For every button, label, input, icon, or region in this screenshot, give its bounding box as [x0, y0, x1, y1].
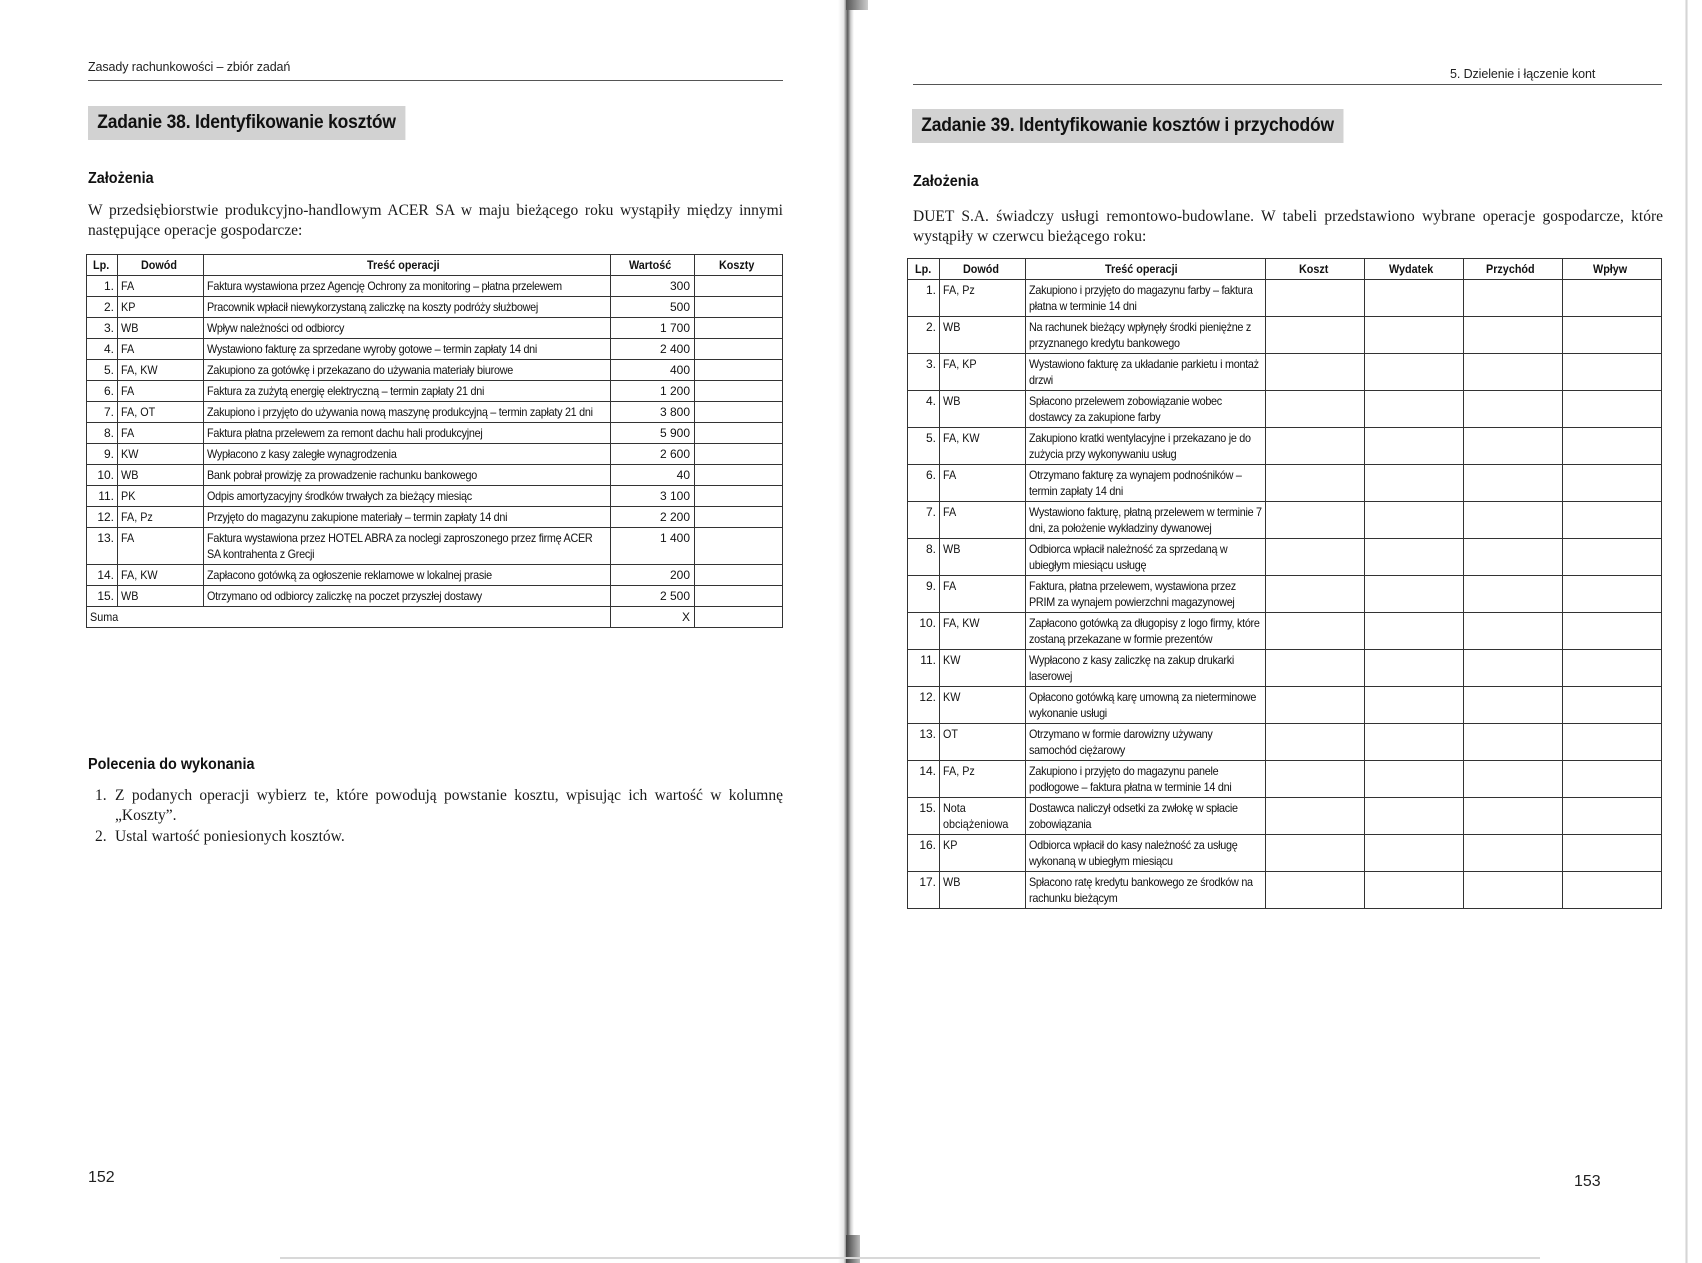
row-lp: 4.: [87, 339, 118, 360]
row-value: 300: [611, 276, 695, 297]
row-wydatek-cell[interactable]: [1365, 613, 1464, 650]
table-row: [87, 297, 783, 318]
row-lp: 11.: [87, 486, 118, 507]
row-wydatek-cell[interactable]: [1365, 354, 1464, 391]
col-header-tresc: Treść operacji: [1026, 259, 1266, 280]
row-koszt-cell[interactable]: [1266, 317, 1365, 354]
row-przychod-cell[interactable]: [1464, 428, 1563, 465]
tasks-heading: Polecenia do wykonania: [88, 756, 255, 773]
row-wplyw-cell[interactable]: [1563, 502, 1662, 539]
running-head-left: Zasady rachunkowości – zbiór zadań: [88, 60, 291, 74]
row-document: FA: [118, 339, 204, 360]
col-header-lp: Lp.: [908, 259, 940, 280]
row-lp: 2.: [908, 317, 940, 354]
assumptions-heading-left: Założenia: [88, 170, 154, 187]
table-row: [908, 354, 1662, 391]
row-lp: 8.: [908, 539, 940, 576]
row-cost-input-cell[interactable]: [695, 565, 783, 586]
row-document: WB: [118, 318, 204, 339]
task-title-38: Zadanie 38. Identyfikowanie kosztów: [88, 106, 405, 140]
assumptions-heading-right: Założenia: [913, 173, 979, 190]
row-description: Wystawiono fakturę, płatną przelewem w terminie 7 dni, za położenie wykładziny dywanowej: [1026, 502, 1266, 539]
row-wydatek-cell[interactable]: [1365, 798, 1464, 835]
row-value: 500: [611, 297, 695, 318]
row-value: 5 900: [611, 423, 695, 444]
row-wplyw-cell[interactable]: [1563, 317, 1662, 354]
row-description: Zapłacono gotówką za długopisy z logo firmy, które zostaną przekazane w formie prezentów: [1026, 613, 1266, 650]
row-document: KW: [118, 444, 204, 465]
col-header-koszt: Koszt: [1266, 259, 1365, 280]
row-koszt-cell[interactable]: [1266, 872, 1365, 909]
row-przychod-cell[interactable]: [1464, 687, 1563, 724]
row-przychod-cell[interactable]: [1464, 798, 1563, 835]
row-koszt-cell[interactable]: [1266, 391, 1365, 428]
table-row: [87, 276, 783, 297]
row-document: FA: [118, 423, 204, 444]
table-row: [87, 318, 783, 339]
row-wplyw-cell[interactable]: [1563, 539, 1662, 576]
row-cost-input-cell[interactable]: [695, 297, 783, 318]
row-wydatek-cell[interactable]: [1365, 872, 1464, 909]
task-title-39: Zadanie 39. Identyfikowanie kosztów i przychodów: [912, 109, 1343, 143]
table-row: [908, 613, 1662, 650]
row-przychod-cell[interactable]: [1464, 539, 1563, 576]
row-lp: 3.: [908, 354, 940, 391]
table-row: [87, 360, 783, 381]
row-wydatek-cell[interactable]: [1365, 761, 1464, 798]
row-lp: 9.: [87, 444, 118, 465]
row-description: Spłacono ratę kredytu bankowego ze środków na rachunku bieżącym: [1026, 872, 1266, 909]
row-wydatek-cell[interactable]: [1365, 650, 1464, 687]
row-cost-input-cell[interactable]: [695, 423, 783, 444]
row-description: Zapłacono gotówką za ogłoszenie reklamowe w lokalnej prasie: [204, 565, 611, 586]
intro-text-left: W przedsiębiorstwie produkcyjno-handlowym ACER SA w maju bieżącego roku wystąpiły między innymi następujące operacje gospodarcze:: [88, 202, 783, 239]
table-row: [908, 872, 1662, 909]
row-document: FA: [940, 465, 1026, 502]
header-rule-right: [913, 84, 1662, 85]
table-row: [908, 650, 1662, 687]
row-przychod-cell[interactable]: [1464, 576, 1563, 613]
row-cost-input-cell[interactable]: [695, 586, 783, 607]
col-header-przychod: Przychód: [1464, 259, 1563, 280]
right-page: [854, 0, 1702, 1263]
row-lp: 1.: [87, 276, 118, 297]
row-document: FA: [118, 381, 204, 402]
row-description: Otrzymano fakturę za wynajem podnośników – termin zapłaty 14 dni: [1026, 465, 1266, 502]
row-document: WB: [118, 586, 204, 607]
table-header-row: [87, 255, 783, 276]
table-row: [908, 280, 1662, 317]
row-przychod-cell[interactable]: [1464, 317, 1563, 354]
row-document: OT: [940, 724, 1026, 761]
row-value: 2 400: [611, 339, 695, 360]
table-row: [908, 539, 1662, 576]
row-value: 200: [611, 565, 695, 586]
row-przychod-cell[interactable]: [1464, 650, 1563, 687]
row-document: WB: [940, 317, 1026, 354]
row-lp: 7.: [87, 402, 118, 423]
table-row: [87, 507, 783, 528]
row-description: Opłacono gotówką karę umowną za nieterminowe wykonanie usługi: [1026, 687, 1266, 724]
row-description: Wypłacono z kasy zaliczkę na zakup drukarki laserowej: [1026, 650, 1266, 687]
row-lp: 2.: [87, 297, 118, 318]
row-description: Odpis amortyzacyjny środków trwałych za bieżący miesiąc: [204, 486, 611, 507]
table-row: [908, 391, 1662, 428]
row-wplyw-cell[interactable]: [1563, 613, 1662, 650]
operations-table-39: [907, 258, 1662, 909]
task-number: 2.: [95, 828, 107, 845]
row-document: FA, Pz: [118, 507, 204, 528]
row-document: KP: [940, 835, 1026, 872]
row-przychod-cell[interactable]: [1464, 613, 1563, 650]
col-header-lp: Lp.: [87, 255, 118, 276]
table-row: [87, 528, 783, 565]
row-value: 400: [611, 360, 695, 381]
row-przychod-cell[interactable]: [1464, 465, 1563, 502]
task-item-2: [95, 827, 783, 847]
row-value: 1 700: [611, 318, 695, 339]
sum-cost-cell[interactable]: [695, 607, 783, 628]
row-wplyw-cell[interactable]: [1563, 650, 1662, 687]
row-koszt-cell[interactable]: [1266, 687, 1365, 724]
table-row: [87, 465, 783, 486]
row-description: Faktura płatna przelewem za remont dachu hali produkcyjnej: [204, 423, 611, 444]
row-wplyw-cell[interactable]: [1563, 798, 1662, 835]
page-number-right: 153: [1574, 1173, 1601, 1190]
row-koszt-cell[interactable]: [1266, 465, 1365, 502]
row-document: PK: [118, 486, 204, 507]
col-header-koszty: Koszty: [695, 255, 783, 276]
row-description: Wystawiono fakturę za układanie parkietu i montaż drzwi: [1026, 354, 1266, 391]
row-document: KW: [940, 687, 1026, 724]
table-row: [908, 798, 1662, 835]
running-head-right: 5. Dzielenie i łączenie kont: [1450, 67, 1596, 81]
header-rule-left: [88, 80, 783, 81]
table-row: [87, 565, 783, 586]
row-wplyw-cell[interactable]: [1563, 391, 1662, 428]
row-value: 2 600: [611, 444, 695, 465]
row-document: FA: [118, 276, 204, 297]
row-document: FA: [118, 528, 204, 565]
row-description: Zakupiono i przyjęto do używania nową maszynę produkcyjną – termin zapłaty 21 dni: [204, 402, 611, 423]
row-lp: 6.: [87, 381, 118, 402]
row-document: Nota obciążeniowa: [940, 798, 1026, 835]
row-lp: 13.: [87, 528, 118, 565]
row-wydatek-cell[interactable]: [1365, 502, 1464, 539]
row-lp: 1.: [908, 280, 940, 317]
table-row: [908, 724, 1662, 761]
row-wplyw-cell[interactable]: [1563, 835, 1662, 872]
row-document: KP: [118, 297, 204, 318]
row-cost-input-cell[interactable]: [695, 507, 783, 528]
row-value: 3 100: [611, 486, 695, 507]
row-wplyw-cell[interactable]: [1563, 280, 1662, 317]
row-wplyw-cell[interactable]: [1563, 687, 1662, 724]
row-document: FA, KW: [118, 565, 204, 586]
row-lp: 10.: [87, 465, 118, 486]
table-row: [908, 502, 1662, 539]
table-row: [908, 687, 1662, 724]
sum-row: [87, 607, 783, 628]
row-koszt-cell[interactable]: [1266, 576, 1365, 613]
row-document: FA, KW: [118, 360, 204, 381]
row-koszt-cell[interactable]: [1266, 761, 1365, 798]
table-row: [908, 761, 1662, 798]
col-header-tresc: Treść operacji: [204, 255, 611, 276]
table-row: [908, 465, 1662, 502]
row-wydatek-cell[interactable]: [1365, 687, 1464, 724]
row-lp: 7.: [908, 502, 940, 539]
row-description: Faktura za zużytą energię elektryczną – termin zapłaty 21 dni: [204, 381, 611, 402]
row-lp: 11.: [908, 650, 940, 687]
col-header-dowod: Dowód: [118, 255, 204, 276]
row-wplyw-cell[interactable]: [1563, 465, 1662, 502]
row-document: FA, OT: [118, 402, 204, 423]
row-document: FA, KP: [940, 354, 1026, 391]
row-koszt-cell[interactable]: [1266, 650, 1365, 687]
row-koszt-cell[interactable]: [1266, 502, 1365, 539]
row-description: Zakupiono i przyjęto do magazynu farby – faktura płatna w terminie 14 dni: [1026, 280, 1266, 317]
table-row: [87, 381, 783, 402]
row-lp: 12.: [87, 507, 118, 528]
row-document: FA: [940, 502, 1026, 539]
row-lp: 9.: [908, 576, 940, 613]
row-wydatek-cell[interactable]: [1365, 835, 1464, 872]
row-cost-input-cell[interactable]: [695, 360, 783, 381]
row-description: Faktura, płatna przelewem, wystawiona przez PRIM za wynajem powierzchni magazynowej: [1026, 576, 1266, 613]
row-przychod-cell[interactable]: [1464, 502, 1563, 539]
row-cost-input-cell[interactable]: [695, 318, 783, 339]
row-wydatek-cell[interactable]: [1365, 465, 1464, 502]
row-lp: 6.: [908, 465, 940, 502]
row-cost-input-cell[interactable]: [695, 276, 783, 297]
row-przychod-cell[interactable]: [1464, 724, 1563, 761]
row-lp: 15.: [87, 586, 118, 607]
row-description: Zakupiono i przyjęto do magazynu panele podłogowe – faktura płatna w terminie 14 dni: [1026, 761, 1266, 798]
row-lp: 14.: [87, 565, 118, 586]
row-wplyw-cell[interactable]: [1563, 576, 1662, 613]
row-wydatek-cell[interactable]: [1365, 539, 1464, 576]
row-description: Bank pobrał prowizję za prowadzenie rachunku bankowego: [204, 465, 611, 486]
col-header-wydatek: Wydatek: [1365, 259, 1464, 280]
row-koszt-cell[interactable]: [1266, 613, 1365, 650]
table-row: [908, 317, 1662, 354]
row-cost-input-cell[interactable]: [695, 402, 783, 423]
row-document: WB: [940, 391, 1026, 428]
row-wplyw-cell[interactable]: [1563, 428, 1662, 465]
row-cost-input-cell[interactable]: [695, 528, 783, 565]
row-description: Zakupiono za gotówkę i przekazano do używania materiały biurowe: [204, 360, 611, 381]
intro-text-right: DUET S.A. świadczy usługi remontowo-budowlane. W tabeli przedstawiono wybrane operacje gospodarcze, które wystąpiły w czerwcu bieżącego roku:: [913, 208, 1663, 245]
task-number: 1.: [95, 787, 107, 804]
row-description: Odbiorca wpłacił należność za sprzedaną w ubiegłym miesiącu usługę: [1026, 539, 1266, 576]
row-description: Odbiorca wpłacił do kasy należność za usługę wykonaną w ubiegłym miesiącu: [1026, 835, 1266, 872]
row-value: 2 500: [611, 586, 695, 607]
book-gutter: [838, 0, 854, 1263]
row-koszt-cell[interactable]: [1266, 539, 1365, 576]
row-document: FA, Pz: [940, 280, 1026, 317]
row-document: FA, KW: [940, 428, 1026, 465]
col-header-wartosc: Wartość: [611, 255, 695, 276]
row-value: 1 200: [611, 381, 695, 402]
row-description: Wystawiono fakturę za sprzedane wyroby gotowe – termin zapłaty 14 dni: [204, 339, 611, 360]
table-row: [908, 576, 1662, 613]
row-wydatek-cell[interactable]: [1365, 428, 1464, 465]
row-przychod-cell[interactable]: [1464, 761, 1563, 798]
row-document: FA, Pz: [940, 761, 1026, 798]
col-header-wplyw: Wpływ: [1563, 259, 1662, 280]
row-przychod-cell[interactable]: [1464, 835, 1563, 872]
row-wplyw-cell[interactable]: [1563, 724, 1662, 761]
row-cost-input-cell[interactable]: [695, 465, 783, 486]
row-koszt-cell[interactable]: [1266, 354, 1365, 391]
table-header-row: [908, 259, 1662, 280]
row-document: FA: [940, 576, 1026, 613]
row-wplyw-cell[interactable]: [1563, 872, 1662, 909]
row-lp: 8.: [87, 423, 118, 444]
row-wplyw-cell[interactable]: [1563, 354, 1662, 391]
row-lp: 5.: [87, 360, 118, 381]
sum-label: Suma: [87, 607, 611, 628]
row-description: Zakupiono kratki wentylacyjne i przekazano je do zużycia przy wykonywaniu usług: [1026, 428, 1266, 465]
row-value: 1 400: [611, 528, 695, 565]
row-document: KW: [940, 650, 1026, 687]
table-row: [908, 428, 1662, 465]
row-przychod-cell[interactable]: [1464, 354, 1563, 391]
row-przychod-cell[interactable]: [1464, 872, 1563, 909]
row-value: 40: [611, 465, 695, 486]
table-row: [87, 586, 783, 607]
col-header-dowod: Dowód: [940, 259, 1026, 280]
row-lp: 17.: [908, 872, 940, 909]
task-text: Z podanych operacji wybierz te, które powodują powstanie kosztu, wpisując ich wartość w kolumnę „Koszty”.: [115, 787, 783, 824]
row-cost-input-cell[interactable]: [695, 339, 783, 360]
row-description: Spłacono przelewem zobowiązanie wobec dostawcy za zakupione farby: [1026, 391, 1266, 428]
page-number-left: 152: [88, 1169, 115, 1186]
row-cost-input-cell[interactable]: [695, 444, 783, 465]
row-document: WB: [940, 539, 1026, 576]
row-wydatek-cell[interactable]: [1365, 724, 1464, 761]
row-description: Otrzymano od odbiorcy zaliczkę na poczet przyszłej dostawy: [204, 586, 611, 607]
row-lp: 14.: [908, 761, 940, 798]
row-koszt-cell[interactable]: [1266, 280, 1365, 317]
table-row: [908, 835, 1662, 872]
row-lp: 10.: [908, 613, 940, 650]
row-cost-input-cell[interactable]: [695, 486, 783, 507]
row-wplyw-cell[interactable]: [1563, 761, 1662, 798]
row-description: Otrzymano w formie darowizny używany samochód ciężarowy: [1026, 724, 1266, 761]
row-description: Faktura wystawiona przez HOTEL ABRA za noclegi zaproszonego przez firmę ACER SA kontrahenta z Grecji: [204, 528, 611, 565]
task-item-1: [95, 786, 783, 826]
operations-table-38: [86, 254, 783, 628]
row-wydatek-cell[interactable]: [1365, 391, 1464, 428]
table-row: [87, 486, 783, 507]
row-koszt-cell[interactable]: [1266, 428, 1365, 465]
row-description: Pracownik wpłacił niewykorzystaną zaliczkę na koszty podróży służbowej: [204, 297, 611, 318]
row-description: Przyjęto do magazynu zakupione materiały – termin zapłaty 14 dni: [204, 507, 611, 528]
table-row: [87, 423, 783, 444]
table-row: [87, 444, 783, 465]
row-description: Wpływ należności od odbiorcy: [204, 318, 611, 339]
row-lp: 5.: [908, 428, 940, 465]
task-text: Ustal wartość poniesionych kosztów.: [115, 828, 345, 845]
row-przychod-cell[interactable]: [1464, 280, 1563, 317]
row-lp: 12.: [908, 687, 940, 724]
row-lp: 15.: [908, 798, 940, 835]
row-description: Wypłacono z kasy zaległe wynagrodzenia: [204, 444, 611, 465]
row-description: Na rachunek bieżący wpłynęły środki pieniężne z przyznanego kredytu bankowego: [1026, 317, 1266, 354]
table-row: [87, 339, 783, 360]
row-wydatek-cell[interactable]: [1365, 576, 1464, 613]
table-row: [87, 402, 783, 423]
row-lp: 16.: [908, 835, 940, 872]
row-wydatek-cell[interactable]: [1365, 280, 1464, 317]
row-lp: 4.: [908, 391, 940, 428]
row-lp: 3.: [87, 318, 118, 339]
row-koszt-cell[interactable]: [1266, 798, 1365, 835]
row-cost-input-cell[interactable]: [695, 381, 783, 402]
row-value: 2 200: [611, 507, 695, 528]
row-document: FA, KW: [940, 613, 1026, 650]
sum-value: X: [611, 607, 695, 628]
row-wydatek-cell[interactable]: [1365, 317, 1464, 354]
row-koszt-cell[interactable]: [1266, 724, 1365, 761]
row-value: 3 800: [611, 402, 695, 423]
left-page: [0, 0, 838, 1263]
row-description: Faktura wystawiona przez Agencję Ochrony za monitoring – płatna przelewem: [204, 276, 611, 297]
row-koszt-cell[interactable]: [1266, 835, 1365, 872]
row-przychod-cell[interactable]: [1464, 391, 1563, 428]
row-document: WB: [118, 465, 204, 486]
row-description: Dostawca naliczył odsetki za zwłokę w spłacie zobowiązania: [1026, 798, 1266, 835]
row-lp: 13.: [908, 724, 940, 761]
row-document: WB: [940, 872, 1026, 909]
